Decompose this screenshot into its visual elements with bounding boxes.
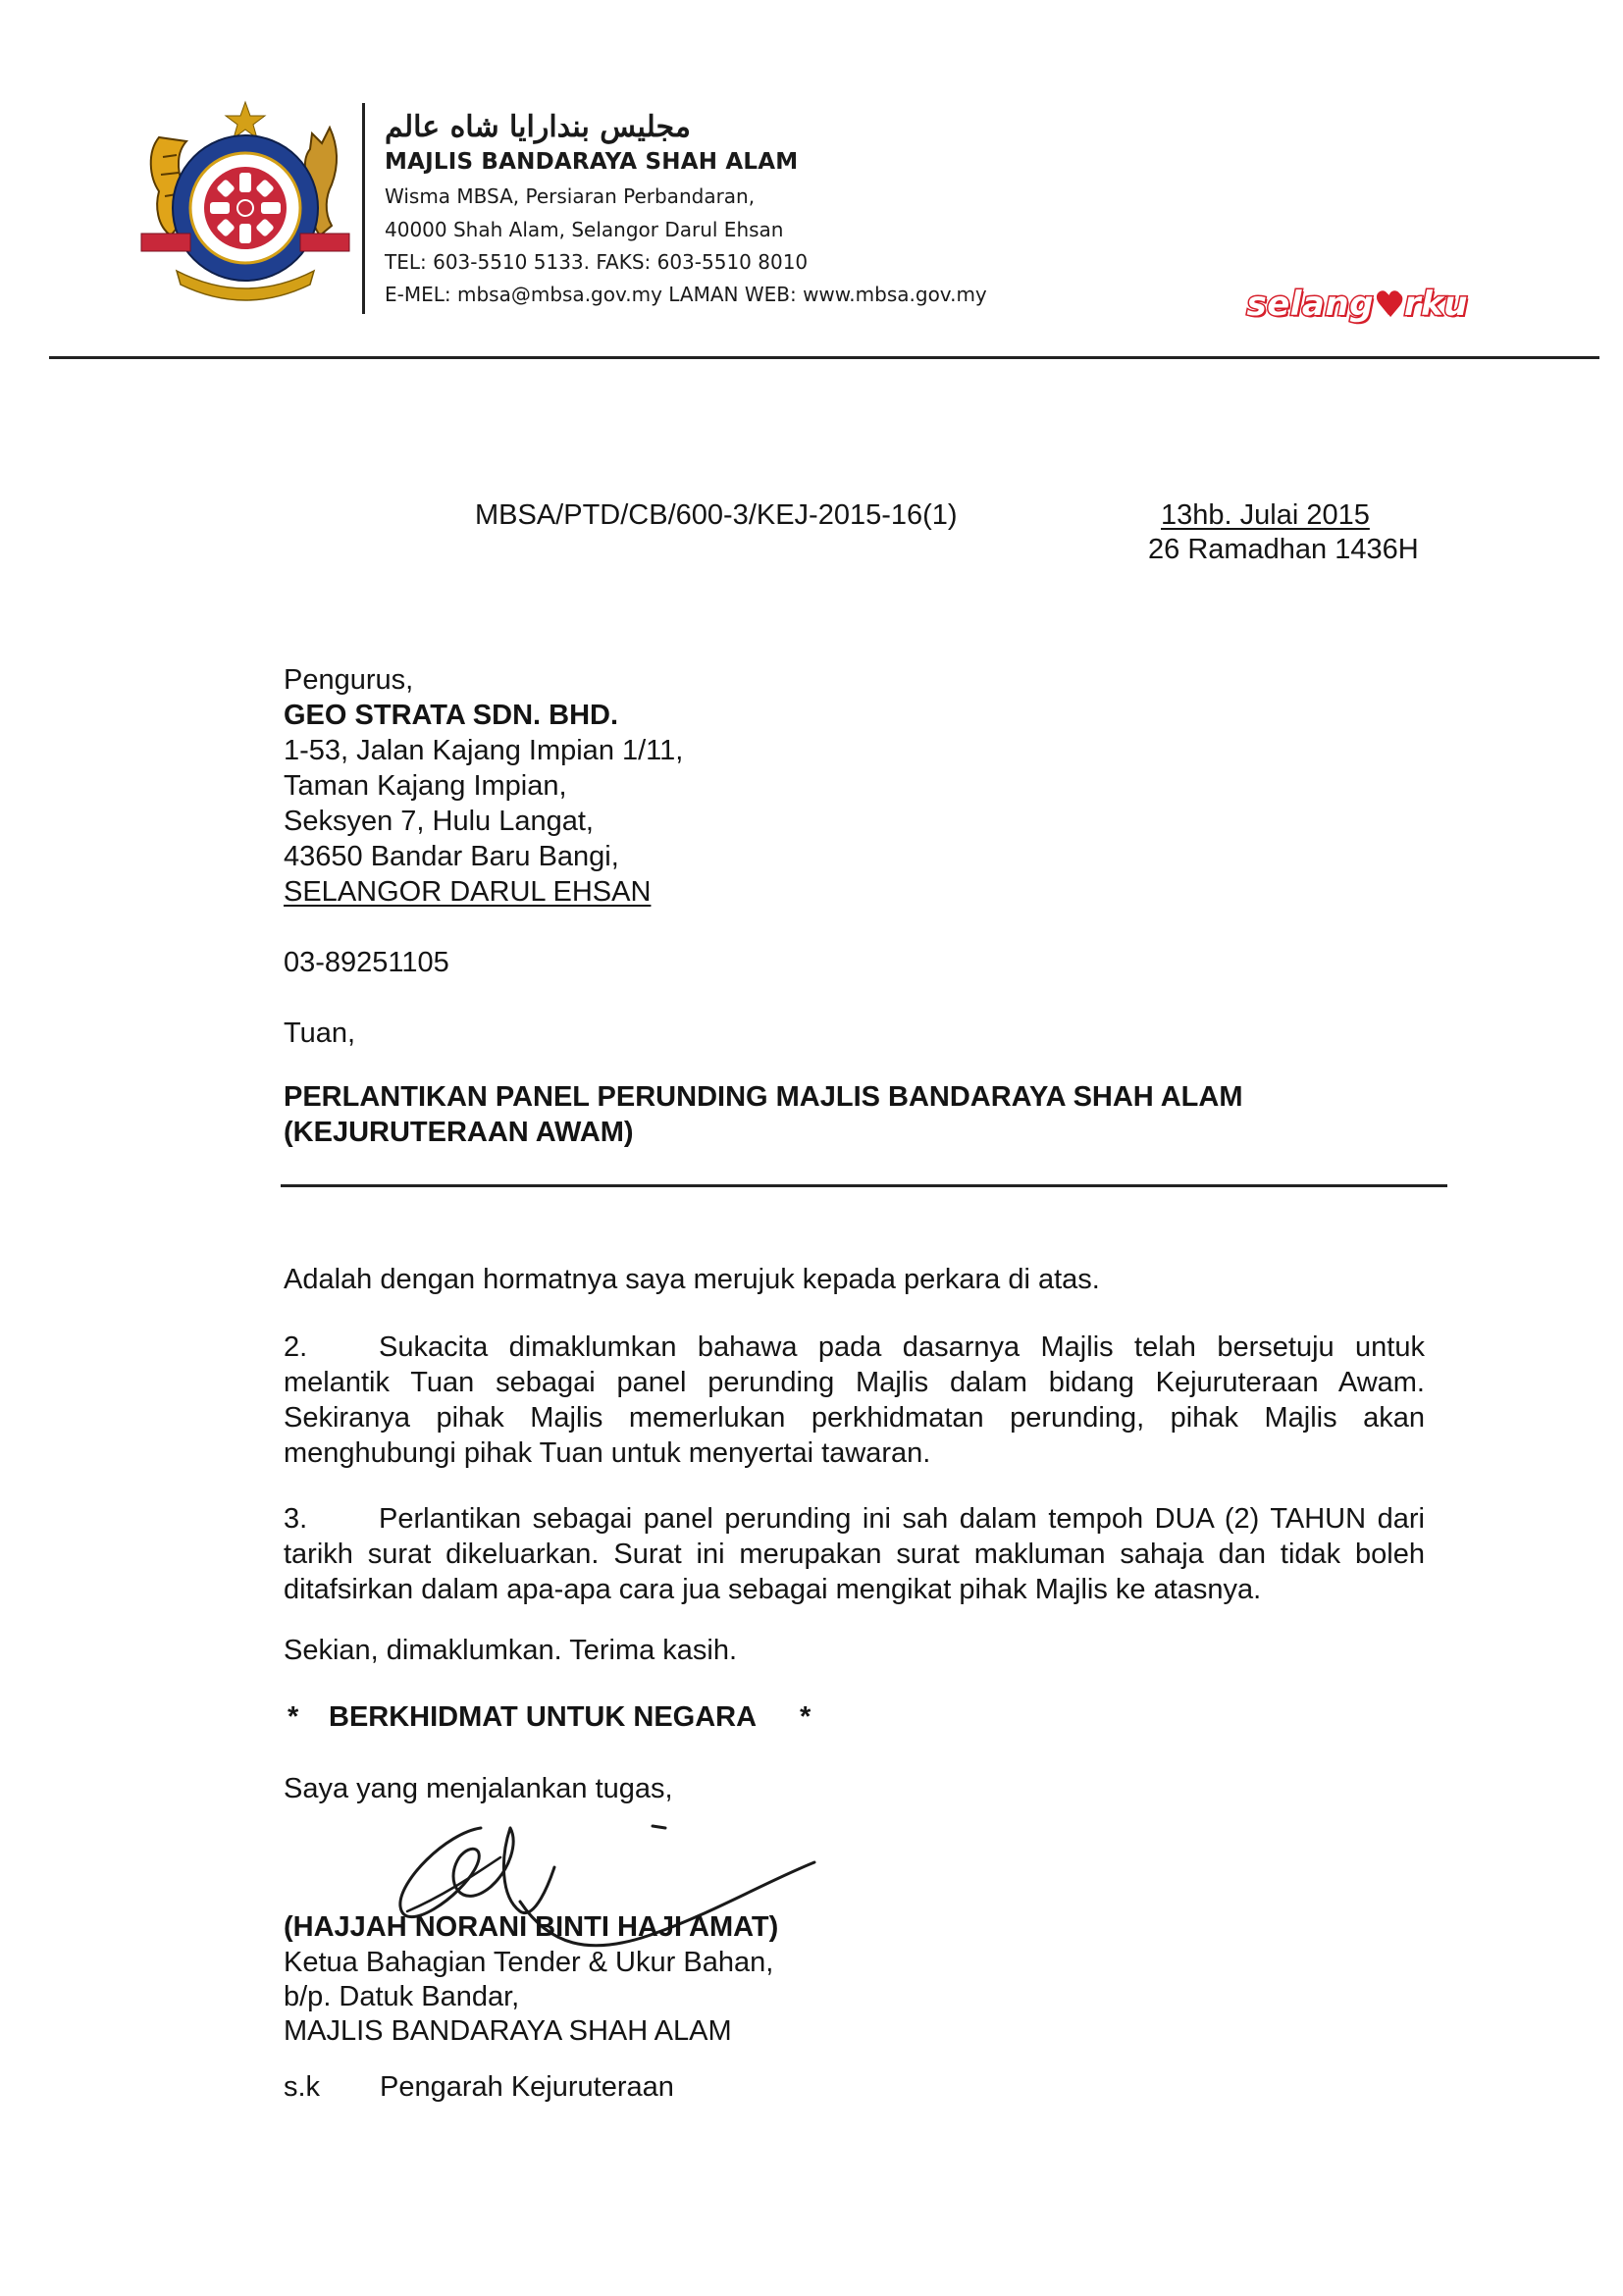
subject-heading <box>284 1079 1242 1150</box>
brand-text-left: selang <box>1246 285 1374 324</box>
org-tel-fax: TEL: 603-5510 5133. FAKS: 603-5510 8010 <box>385 250 809 274</box>
subject-line1: PERLANTIKAN PANEL PERUNDING MAJLIS BANDARAYA SHAH ALAM <box>284 1081 1243 1113</box>
on-behalf-of: b/p. Datuk Bandar, <box>284 1981 520 2012</box>
org-name: MAJLIS BANDARAYA SHAH ALAM <box>385 149 799 175</box>
recipient-phone: 03-89251105 <box>284 947 449 978</box>
paragraph-3-number: 3. <box>284 1503 308 1535</box>
signatory-title: Ketua Bahagian Tender & Ukur Bahan, <box>284 1947 774 1978</box>
sign-off: Saya yang menjalankan tugas, <box>284 1773 673 1804</box>
letter-date: 13hb. Julai 2015 <box>1161 499 1370 531</box>
recipient-state: SELANGOR DARUL EHSAN <box>284 876 652 908</box>
cc-recipient: Pengarah Kejuruteraan <box>380 2071 674 2103</box>
recipient-address4: 43650 Bandar Baru Bangi, <box>284 841 619 872</box>
motto: BERKHIDMAT UNTUK NEGARA <box>329 1701 758 1733</box>
recipient-address1: 1-53, Jalan Kajang Impian 1/11, <box>284 735 684 766</box>
greeting: Tuan, <box>284 1018 356 1049</box>
cc-label: s.k <box>284 2071 321 2103</box>
paragraph-3-text: Perlantikan sebagai panel perunding ini sah dalam tempoh DUA (2) TAHUN dari tarikh surat dikeluarkan. Surat ini merupakan surat makluman sahaja dan tidak boleh ditafsirkan dalam apa-apa cara jua sebagai mengikat pihak Majlis ke atasnya. <box>284 1503 1425 1605</box>
paragraph-2-number: 2. <box>284 1331 308 1363</box>
selangorku-logo <box>1246 285 1468 324</box>
hijri-date: 26 Ramadhan 1436H <box>1148 534 1419 565</box>
brand-text-right: rku <box>1403 285 1468 324</box>
reference-number: MBSA/PTD/CB/600-3/KEJ-2015-16(1) <box>475 499 958 531</box>
org-address-line2: 40000 Shah Alam, Selangor Darul Ehsan <box>385 218 784 241</box>
recipient-address2: Taman Kajang Impian, <box>284 770 567 802</box>
council-crest-logo <box>137 98 353 304</box>
paragraph-3 <box>284 1501 1425 1607</box>
motto-star-left: * <box>288 1701 299 1733</box>
org-name-jawi: مجليس بندارايا شاه عالم <box>385 110 691 144</box>
org-email-web: E-MEL: mbsa@mbsa.gov.my LAMAN WEB: www.mbsa.gov.my <box>385 283 987 306</box>
letterhead-divider <box>362 103 365 314</box>
closing-line: Sekian, dimaklumkan. Terima kasih. <box>284 1635 738 1666</box>
subject-line2: (KEJURUTERAAN AWAM) <box>284 1117 634 1148</box>
subject-rule <box>281 1184 1447 1187</box>
paragraph-1: Adalah dengan hormatnya saya merujuk kepada perkara di atas. <box>284 1264 1100 1295</box>
paragraph-2 <box>284 1330 1425 1471</box>
recipient-company: GEO STRATA SDN. BHD. <box>284 700 619 731</box>
recipient-address3: Seksyen 7, Hulu Langat, <box>284 806 594 837</box>
signatory-name: (HAJJAH NORANI BINTI HAJI AMAT) <box>284 1911 779 1943</box>
signatory-organisation: MAJLIS BANDARAYA SHAH ALAM <box>284 2015 732 2047</box>
motto-star-right: * <box>800 1701 812 1733</box>
paragraph-2-text: Sukacita dimaklumkan bahawa pada dasarnya Majlis telah bersetuju untuk melantik Tuan sebagai panel perunding Majlis dalam bidang Kejuruteraan Awam. Sekiranya pihak Majlis memerlukan perkhidmatan perunding, pihak Majlis akan menghubungi pihak Tuan untuk menyertai tawaran. <box>284 1331 1425 1469</box>
letterhead-rule <box>49 356 1599 359</box>
heart-icon: ♥ <box>1373 285 1404 324</box>
recipient-title: Pengurus, <box>284 664 414 696</box>
org-address-line1: Wisma MBSA, Persiaran Perbandaran, <box>385 184 756 208</box>
